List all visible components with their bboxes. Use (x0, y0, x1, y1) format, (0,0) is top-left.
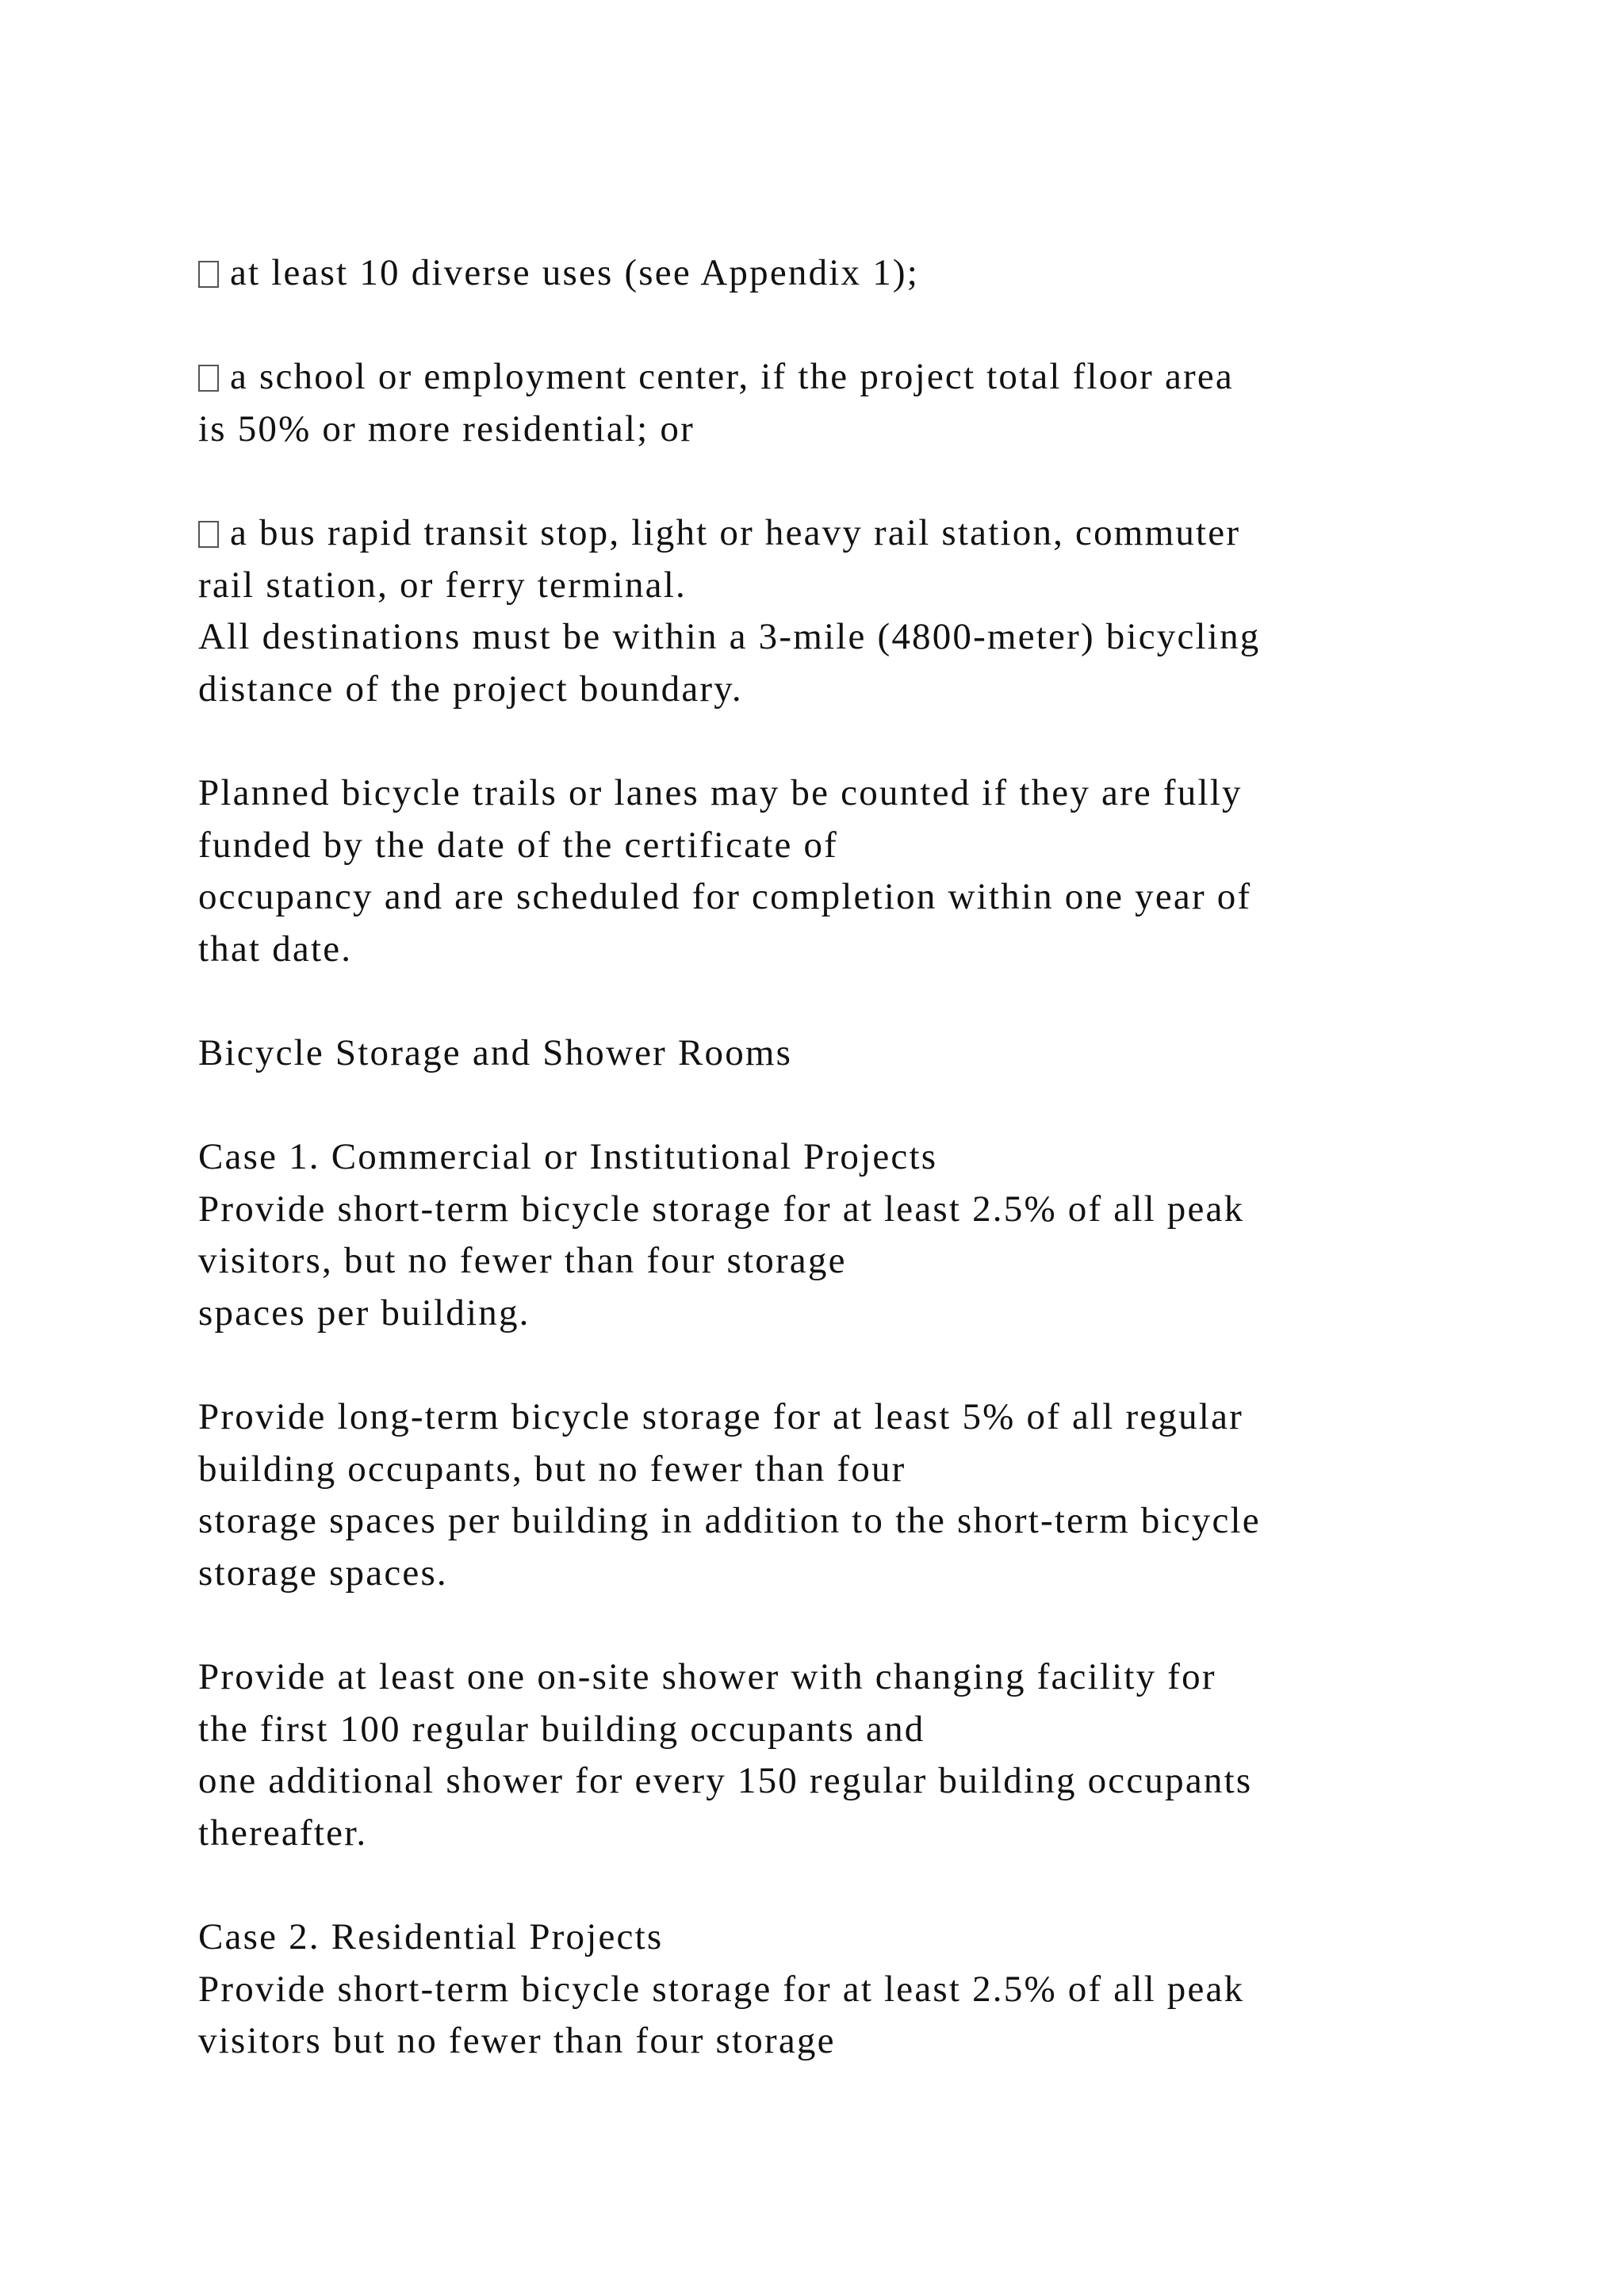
bullet-text: a school or employment center, if the project total floor area (230, 356, 1234, 398)
missing-glyph-box-icon (198, 261, 219, 288)
paragraph-line: funded by the date of the certificate of (198, 824, 839, 866)
paragraph-line: All destinations must be within a 3-mile (4800-meter) bicycling (198, 616, 1261, 658)
case-heading: Case 1. Commercial or Institutional Projects (198, 1136, 938, 1178)
missing-glyph-box-icon (198, 365, 219, 392)
paragraph-line: storage spaces. (198, 1552, 448, 1594)
paragraph-line: visitors, but no fewer than four storage (198, 1240, 847, 1282)
paragraph-line: Provide short-term bicycle storage for at least 2.5% of all peak (198, 1188, 1245, 1230)
paragraph-line: Provide at least one on-site shower with changing facility for (198, 1656, 1216, 1698)
document-body (198, 247, 1546, 2068)
bullet-text: at least 10 diverse uses (see Appendix 1); (230, 252, 920, 293)
bullet-continuation: rail station, or ferry terminal. (198, 564, 687, 606)
paragraph-line: Planned bicycle trails or lanes may be counted if they are fully (198, 771, 1243, 813)
paragraph-line: that date. (198, 928, 353, 970)
paragraph-line: one additional shower for every 150 regular building occupants (198, 1760, 1253, 1802)
section-heading: Bicycle Storage and Shower Rooms (198, 1031, 793, 1073)
spacer (198, 1599, 1546, 1651)
spacer (198, 715, 1546, 767)
paragraph-line: distance of the project boundary. (198, 668, 743, 710)
paragraph-line: storage spaces per building in addition to the short-term bicycle (198, 1500, 1261, 1542)
paragraph-line: Provide short-term bicycle storage for at least 2.5% of all peak (198, 1968, 1245, 2010)
paragraph-line: building occupants, but no fewer than four (198, 1448, 906, 1490)
missing-glyph-box-icon (198, 521, 219, 548)
paragraph-line: visitors but no fewer than four storage (198, 2020, 836, 2062)
paragraph-line: Provide long-term bicycle storage for at least 5% of all regular (198, 1396, 1243, 1438)
bullet-item (198, 351, 1546, 404)
spacer (198, 455, 1546, 507)
paragraph-line: occupancy and are scheduled for completion within one year of (198, 876, 1252, 918)
bullet-text: a bus rapid transit stop, light or heavy rail station, commuter (230, 511, 1241, 553)
spacer (198, 975, 1546, 1027)
spacer (198, 1080, 1546, 1132)
paragraph-line: thereafter. (198, 1812, 368, 1854)
case-heading: Case 2. Residential Projects (198, 1916, 664, 1957)
spacer (198, 300, 1546, 352)
bullet-item (198, 247, 1546, 300)
spacer (198, 1859, 1546, 1911)
paragraph-line: spaces per building. (198, 1292, 530, 1334)
spacer (198, 1339, 1546, 1391)
bullet-continuation: is 50% or more residential; or (198, 408, 695, 450)
bullet-item (198, 507, 1546, 560)
paragraph-line: the first 100 regular building occupants and (198, 1708, 925, 1750)
